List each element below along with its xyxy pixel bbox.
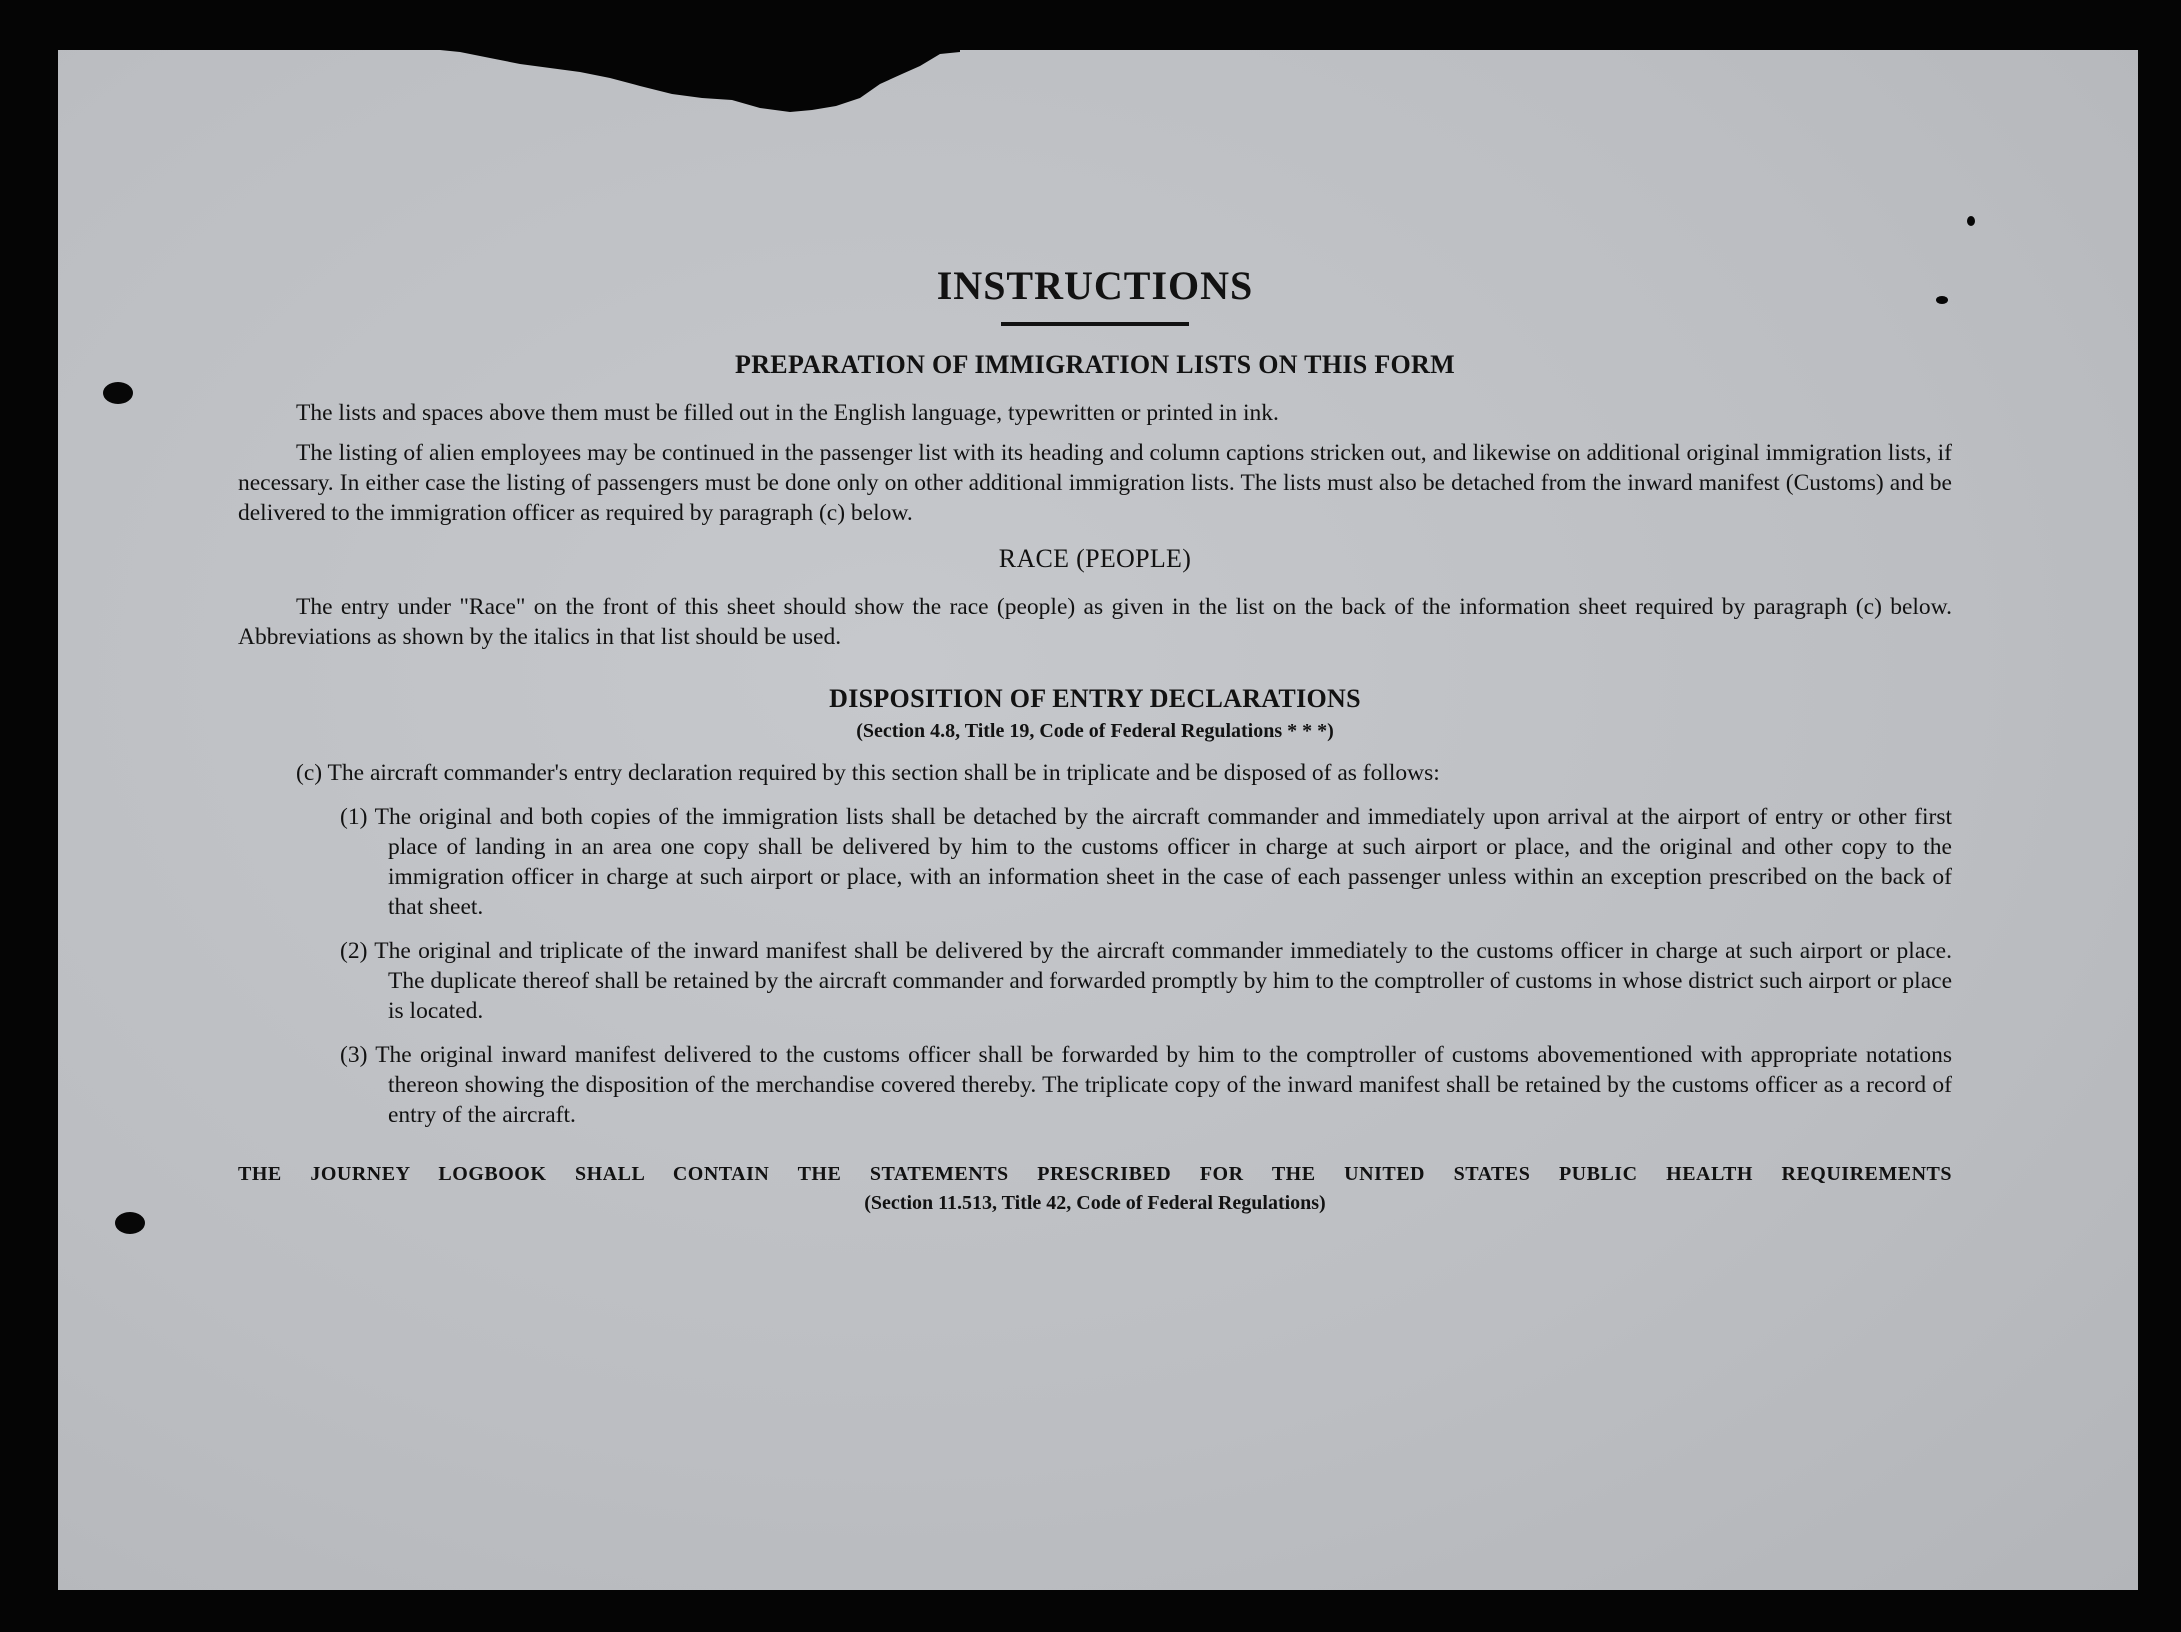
list-item: (3) The original inward manifest delivered to the customs officer shall be forwarded by him to the comptroller of customs abovementioned with appropriate notations thereon showing the disposition of the merchandise covered thereby. The triplicate copy of the inward manifest shall be retained by the customs officer as a record of entry of the aircraft. <box>340 1042 1952 1128</box>
disposition-list <box>340 802 1952 1130</box>
paragraph: The lists and spaces above them must be filled out in the English language, typewritten or printed in ink. <box>296 400 1279 426</box>
section-title-race: RACE (PEOPLE) <box>998 544 1192 573</box>
punch-hole-bottom <box>115 1212 145 1234</box>
list-item: (1) The original and both copies of the immigration lists shall be detached by the aircraft commander and immediately upon arrival at the airport of entry or other first place of landing in an area one copy shall be delivered by him to the customs officer in charge at such airport or place, and the original and other copy to the immigration officer in charge at such airport or place, with an information sheet in the case of each passenger unless within an exception prescribed on the back of that sheet. <box>340 804 1952 920</box>
list-item: (2) The original and triplicate of the inward manifest shall be delivered by the aircraft commander immediately to the customs officer in charge at such airport or place. The duplicate thereof shall be retained by the aircraft commander and forwarded promptly by him to the comptroller of customs in whose district such airport or place is located. <box>340 938 1952 1024</box>
section-title-disposition: DISPOSITION OF ENTRY DECLARATIONS <box>829 684 1361 713</box>
paragraph: The listing of alien employees may be continued in the passenger list with its heading and column captions stricken out, and likewise on additional original immigration lists, if necessary. In either case the listing of passengers must be done only on other additional immigration lists. The lists must also be detached from the inward manifest (Customs) and be delivered to the immigration officer as required by paragraph (c) below. <box>238 440 1952 526</box>
paragraph: The entry under "Race" on the front of this sheet should show the race (people) as given in the list on the back of the information sheet required by paragraph (c) below. Abbreviations as shown by the italics in that list should be used. <box>238 594 1952 650</box>
torn-edge <box>440 44 960 116</box>
footer-citation: (Section 11.513, Title 42, Code of Federal Regulations) <box>864 1192 1326 1214</box>
section-citation: (Section 4.8, Title 19, Code of Federal Regulations * * *) <box>856 720 1334 742</box>
instructions-content <box>238 262 1952 1216</box>
title-rule <box>1001 322 1189 326</box>
section-title-preparation: PREPARATION OF IMMIGRATION LISTS ON THIS FORM <box>735 350 1455 379</box>
punch-hole-top <box>103 382 133 404</box>
page-title: INSTRUCTIONS <box>936 263 1254 308</box>
footer-notice: THE JOURNEY LOGBOOK SHALL CONTAIN THE STATEMENTS PRESCRIBED FOR THE UNITED STATES PUBLIC HEALTH REQUIREMENTS <box>238 1163 1952 1185</box>
ink-speck <box>1967 216 1975 226</box>
paragraph: (c) The aircraft commander's entry declaration required by this section shall be in triplicate and be disposed of as follows: <box>296 760 1440 786</box>
